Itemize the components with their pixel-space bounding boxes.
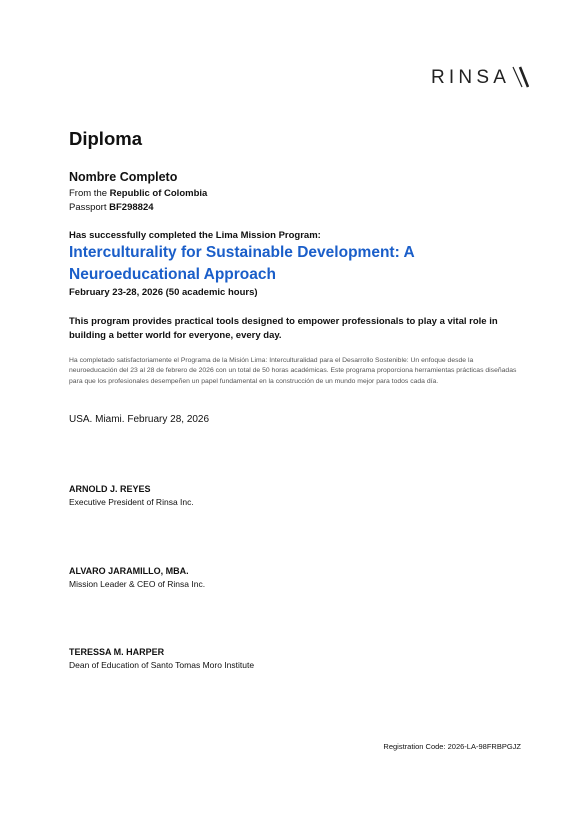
- signatory-role: Executive President of Rinsa Inc.: [69, 497, 194, 507]
- signatory-block: [69, 647, 254, 670]
- logo-text: RINSA: [431, 66, 511, 88]
- signatory-block: [69, 484, 194, 507]
- rinsa-logo: [431, 64, 529, 90]
- signatory-name: ALVARO JARAMILLO, MBA.: [69, 566, 189, 576]
- recipient-country: Republic of Colombia: [109, 188, 208, 199]
- registration-code: Registration Code: 2026-LA-98FRBPGJZ: [383, 742, 521, 751]
- from-prefix: From the: [69, 188, 108, 199]
- description-es: Ha completado satisfactoriamente el Programa de la Misión Lima: Interculturalidad para el Desarrollo Sostenible: Un enfoque desde la neuroeducación del 23 al 28 de febrero de 2026 con un total de 50 horas académicas. Este programa proporciona herramientas prácticas diseñadas para que los profesionales desempeñen un papel fundamental en la construcción de un mundo mejor para todos cada día.: [69, 357, 517, 385]
- recipient-country-line: [69, 187, 207, 201]
- program-dates: February 23-28, 2026 (50 academic hours): [69, 287, 258, 298]
- signatory-block: [69, 566, 205, 589]
- signatory-name: TERESSA M. HARPER: [69, 647, 165, 657]
- passport-number: BF298824: [109, 202, 154, 213]
- recipient-name: Nombre Completo: [69, 170, 178, 184]
- passport-prefix: Passport: [69, 202, 107, 213]
- signatory-role: Mission Leader & CEO of Rinsa Inc.: [69, 579, 206, 589]
- completed-line: Has successfully completed the Lima Mission Program:: [69, 230, 321, 241]
- place-date: USA. Miami. February 28, 2026: [69, 414, 210, 425]
- program-name: Interculturality for Sustainable Development: A Neuroeducational Approach: [69, 244, 415, 283]
- page-title: Diploma: [69, 128, 142, 149]
- recipient-passport-line: [69, 201, 154, 215]
- signatory-name: ARNOLD J. REYES: [69, 484, 151, 494]
- signatory-role: Dean of Education of Santo Tomas Moro Institute: [69, 660, 255, 670]
- description-en: This program provides practical tools designed to empower professionals to play a vital role in building a better world for everyone, every day.: [69, 316, 498, 341]
- logo-slash-icon: [511, 65, 529, 89]
